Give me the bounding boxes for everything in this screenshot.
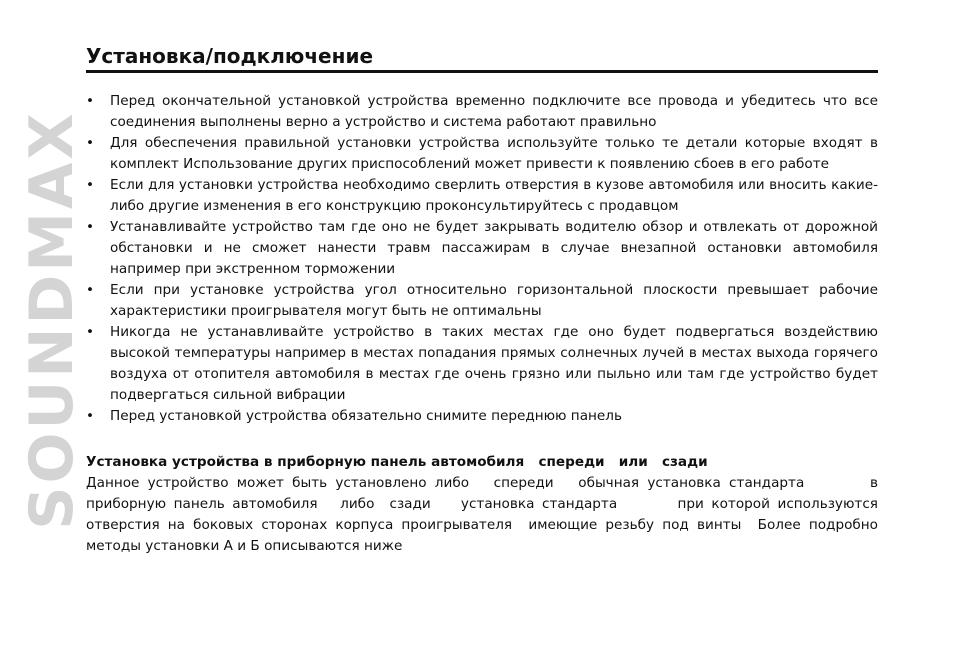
install-paragraph: Данное устройство может быть установлено либо спереди обычная установка стандарта в приборную панель автомобиля либо сзади установка стандарта при которой используются отверстия на боковых сторонах корпуса проигрывателя имеющие резьбу под винты Более подробно методы установки А и Б описываются ниже [86, 475, 883, 554]
section-title: Установка/подключение [86, 44, 878, 73]
instruction-list [86, 91, 878, 427]
page-content [86, 44, 883, 557]
brand-logo [14, 50, 90, 590]
list-item: • Для обеспечения правильной установки устройства используйте только те детали которые входят в комплект Использование других приспособлений может привести к появлению сбоев в его работе [86, 133, 878, 175]
list-item: • Никогда не устанавливайте устройство в таких местах где оно будет подвергаться воздействию высокой температуры например в местах попадания прямых солнечных лучей в местах выхода горячего воздуха от отопителя автомобиля в местах где очень грязно или пыльно или там где устройство будет подвергаться сильной вибрации [86, 322, 878, 406]
list-item: • Перед установкой устройства обязательно снимите переднюю панель [86, 406, 878, 427]
list-item: • Если при установке устройства угол относительно горизонтальной плоскости превышает рабочие характеристики проигрывателя могут быть не оптимальны [86, 280, 878, 322]
brand-logo-text: SOUNDMAX [17, 110, 87, 530]
install-subtitle: Установка устройства в приборную панель автомобиля спереди или сзади [86, 454, 708, 470]
list-item: • Если для установки устройства необходимо сверлить отверстия в кузове автомобиля или вносить какие-либо другие изменения в его конструкцию проконсультируйтесь с продавцом [86, 175, 878, 217]
list-item: • Перед окончательной установкой устройства временно подключите все провода и убедитесь что все соединения выполнены верно а устройство и система работают правильно [86, 91, 878, 133]
list-item: • Устанавливайте устройство там где оно не будет закрывать водителю обзор и отвлекать от дорожной обстановки и не сможет нанести травм пассажирам в случае внезапной остановки автомобиля например при экстренном торможении [86, 217, 878, 280]
